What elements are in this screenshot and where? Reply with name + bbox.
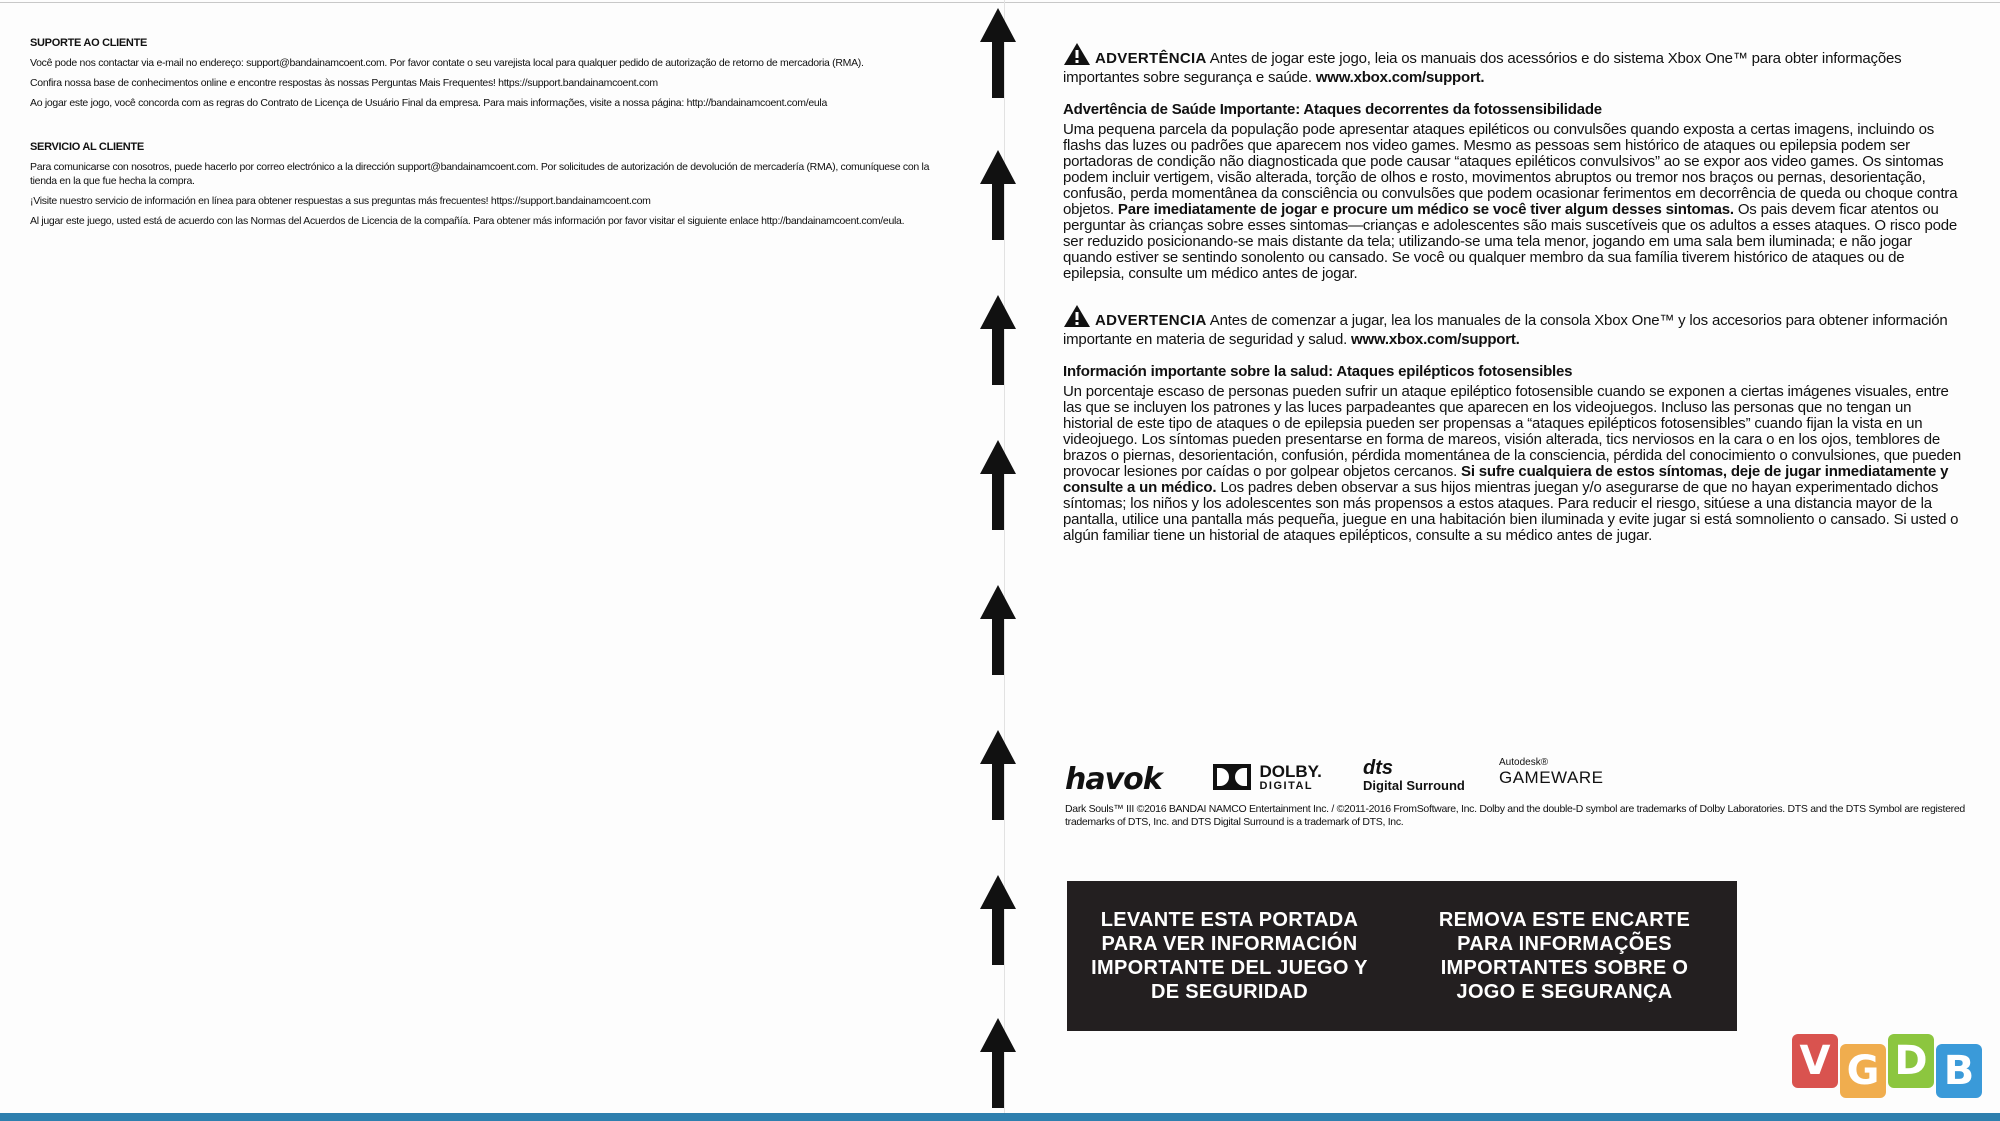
legal-text: Dark Souls™ III ©2016 BANDAI NAMCO Entertainment Inc. / ©2011-2016 FromSoftware, Inc. Dolby and the double-D symbol are trademarks of Dolby Laboratories. DTS and the DTS Symbol are registered trademarks of DTS, Inc. and DTS Digital Surround is a trademark of DTS, Inc. [1065,803,1965,828]
pt-support-heading: SUPORTE AO CLIENTE [30,37,148,49]
fold-arrow-up-icon [978,8,1018,98]
pt-support-p2: Confira nossa base de conhecimentos online e encontre respostas às nossas Perguntas Mais Frequentes! https://support.bandainamcoent.com [30,77,658,89]
dolby-main: DOLBY. [1259,762,1322,781]
dolby-sub: DIGITAL [1259,780,1314,792]
es-health-body1: Un porcentaje escaso de personas pueden sufrir un ataque epiléptico fotosensible cuando se exponen a ciertas imágenes visuales, entre las que se incluyen los patrones y las luces parpadeantes que aparecen en los videojuegos. Incluso las personas que no tengan un historial de este tipo de ataques o de epilepsia pueden ser propensas a “ataques epilépticos fotosensibles” cuando fijan la vista en un videojuego. Los síntomas pueden presentarse en forma de mareos, visión alterada, tics nerviosos en la cara o en los ojos, temblores de brazos o piernas, desorientación, confusión, pérdida momentánea de la consciencia, pérdida del conocimiento o convulsiones, que pueden provocar lesiones por caídas o por golpear objetos cercanos. [1063,383,1961,480]
warning-triangle-icon [1063,42,1091,70]
notice-banner [1067,881,1737,1031]
vgdb-tile-v: V [1792,1034,1838,1088]
vgdb-tile-d: D [1888,1034,1934,1088]
dts-logo [1363,758,1465,793]
es-support-p1: Para comunicarse con nosotros, puede hacerlo por correo electrónico a la dirección support@bandainamcoent.com. Por solicitudes de autorización de devolución de mercadería (RMA), comuníquese con la tienda en la que fue hecha la compra. [30,161,930,187]
pt-health-heading: Advertência de Saúde Importante: Ataques decorrentes da fotossensibilidade [1063,101,1602,118]
es-xbox-link[interactable]: www.xbox.com/support. [1351,331,1520,348]
vgdb-tile-b: B [1936,1044,1982,1098]
es-support-p3: Al jugar este juego, usted está de acuerdo con las Normas del Acuerdos de Licencia de la compañía. Para obtener más información por favor visitar el siguiente enlace http://bandainamcoent.com/eula. [30,215,905,227]
dolby-logo [1213,764,1322,794]
vgdb-watermark [1792,1034,1992,1098]
banner-pt: REMOVA ESTE ENCARTE PARA INFORMAÇÕES IMPORTANTES SOBRE O JOGO E SEGURANÇA [1438,909,1691,1003]
es-health-body [1063,384,1963,544]
pt-xbox-link[interactable]: www.xbox.com/support. [1315,69,1485,86]
fold-arrow-up-icon [978,295,1018,385]
customer-support-panel [30,36,950,234]
pt-health-body [1063,122,1963,282]
gameware-main: GAMEWARE [1499,768,1604,787]
fold-arrow-up-icon [978,150,1018,240]
gameware-top: Autodesk® [1499,757,1549,768]
es-support-p2: ¡Visite nuestro servicio de información en línea para obtener respuestas a sus preguntas más frecuentes! https://support.bandainamcoent.com [30,195,651,207]
safety-panel [1063,42,1963,544]
pt-warning-text: Antes de jogar este jogo, leia os manuais dos acessórios e do sistema Xbox One™ para obter informações importantes sobre segurança e saúde. [1063,50,1902,86]
es-health-heading: Información importante sobre la salud: Ataques epilépticos fotosensibles [1063,363,1573,380]
fold-arrow-up-icon [978,875,1018,965]
fold-arrow-up-icon [978,1018,1018,1108]
dts-mark: dts [1363,757,1393,779]
havok-logo: havok [1065,762,1162,797]
banner-es: LEVANTE ESTA PORTADA PARA VER INFORMACIÓN IMPORTANTE DEL JUEGO Y DE SEGURIDAD [1091,909,1368,1003]
bottom-edge [0,1113,2000,1121]
gameware-logo [1499,757,1603,788]
tech-logos [1065,757,1665,800]
es-health-body2: Los padres deben observar a sus hijos mientras juegan y/o asegurarse de que no hayan experimentado dichos síntomas; los niños y los adolescentes son más propensos a estos ataques. Para reducir el riesgo, sitúese a una distancia mayor de la pantalla, utilice una pantalla más pequeña, juegue en una habitación bien iluminada y evite jugar si está somnoliento o cansado. Si usted o algún familiar tiene un historial de ataques epilépticos, consulte a su médico antes de jugar. [1063,479,1959,544]
es-support-heading: SERVICIO AL CLIENTE [30,141,144,153]
es-health-bold: Si sufre cualquiera de estos síntomas, deje de jugar inmediatamente y consulte a un médico. [1063,463,1949,496]
dolby-double-d-icon [1213,764,1251,790]
pt-health-body1: Uma pequena parcela da população pode apresentar ataques epiléticos ou convulsões quando exposta a certas imagens, incluindo os flashs das luzes ou padrões que aparecem nos video games. Mesmo as pessoas sem histórico de ataques ou epilepsia podem ser portadoras de condição não diagnosticada que pode causar “ataques epiléticos convulsivos” ao se expor aos video games. Os sintomas podem incluir vertigem, visão alterada, torção de olhos e rosto, movimentos abruptos ou tremor nos braços ou pernas, desorientação, confusão, perda momentânea da consciência ou convulsões que podem ocasionar ferimentos em decorrência de queda ou choque contra objetos. [1063,121,1958,218]
es-warning [1063,304,1963,348]
fold-arrow-up-icon [978,440,1018,530]
fold-arrow-up-icon [978,585,1018,675]
dts-sub: Digital Surround [1363,778,1465,793]
pt-support-p3: Ao jogar este jogo, você concorda com as regras do Contrato de Licença de Usuário Final da empresa. Para mais informações, visite a nossa página: http://bandainamcoent.com/eula [30,97,828,109]
pt-warning-word: ADVERTÊNCIA [1095,50,1207,67]
fold-arrow-up-icon [978,730,1018,820]
es-warning-text: Antes de comenzar a jugar, lea los manuales de la consola Xbox One™ y los accesorios para obtener información importante en materia de seguridad y salud. [1063,312,1948,348]
es-warning-word: ADVERTENCIA [1095,312,1207,329]
pt-support-p1: Você pode nos contactar via e-mail no endereço: support@bandainamcoent.com. Por favor contate o seu varejista local para qualquer pedido de autorização de retorno de mercadoria (RMA). [30,57,864,69]
pt-health-body2: Os pais devem ficar atentos ou perguntar às crianças sobre esses sintomas—crianças e adolescentes são mais suscetíveis que os adultos a esses ataques. O risco pode ser reduzido posicionando-se mais distante da tela; utilizando-se uma tela menor, jogando em uma sala bem iluminada; e não jogar quando estiver se sentindo sonolento ou cansado. Se você ou qualquer membro da sua família tiverem histórico de ataques ou de epilepsia, consulte um médico antes de jogar. [1063,201,1958,282]
vgdb-tile-g: G [1840,1044,1886,1098]
warning-triangle-icon [1063,304,1091,332]
top-edge [0,2,2000,3]
pt-health-bold: Pare imediatamente de jogar e procure um médico se você tiver algum desses sintomas. [1117,201,1734,218]
pt-warning [1063,42,1963,86]
